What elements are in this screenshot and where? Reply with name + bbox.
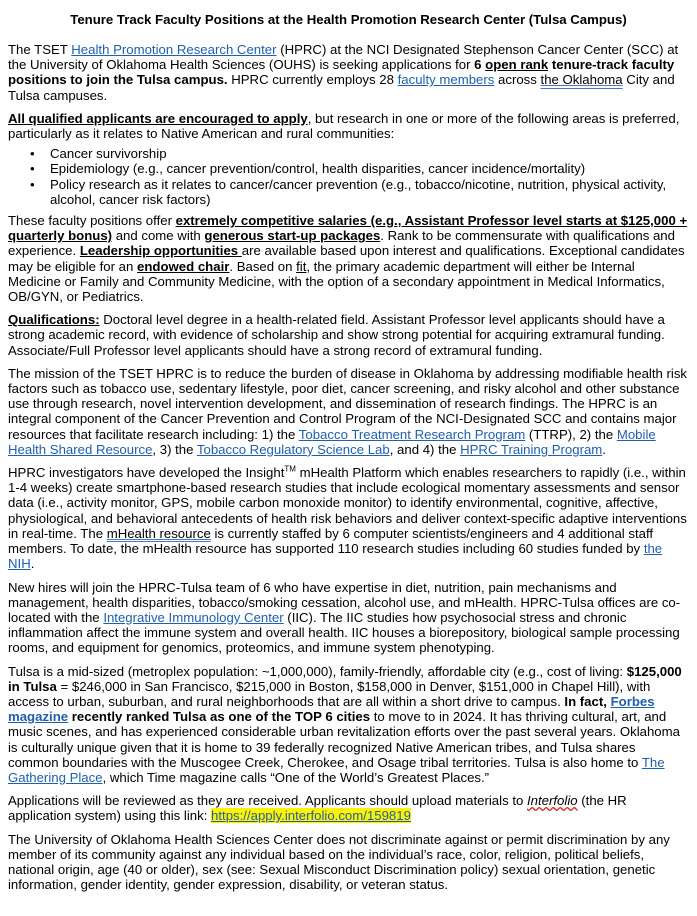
intro-paragraph: The TSET Health Promotion Research Center (HPRC) at the NCI Designated Stephenson Cancer Center (SCC) at the University of Oklahoma Health Sciences (OUHS) is seeking applications for 6 open rank tenure-track faculty positions to join the Tulsa campus. HPRC currently employs 28 faculty members across the Oklahoma City and Tulsa campuses. bbox=[8, 42, 679, 103]
qualifications-paragraph: Qualifications: Doctoral level degree in a health-related field. Assistant Professor level applicants should have a strong academic record, with evidence of scholarship and show strong potential for acquiring extramural funding. Associate/Full Professor level applicants should have a strong record of extramural funding. bbox=[8, 312, 665, 358]
nondiscrimination-paragraph: The University of Oklahoma Health Sciences Center does not discriminate against or permit discrimination by any member of its community against any individual based on the individual’s race, color, religion, political beliefs, national origin, age (40 or older), sex (see: Sexual Misconduct Discrimination policy) sexual orientation, genetic information, gender identity, gender expression, disability, or veteran status. bbox=[8, 831, 670, 893]
compensation-paragraph: These faculty positions offer extremely competitive salaries (e.g., Assistant Professor level starts at $125,000 + quarterly bonus) and come with generous start-up packages. Rank to be commensurate with qualifications and experience. Leadership opportunities are available based upon interest and qualifications. Exceptional candidates may be eligible for an endowed chair. Based on fit, the primary academic department will either be Internal Medicine or Family and Community Medicine, with the option of a secondary appointment in Medical Informatics, OB/GYN, or Pediatrics. bbox=[8, 213, 688, 305]
gathering-place-link[interactable]: The Gathering Place bbox=[8, 754, 665, 785]
mission-paragraph: The mission of the TSET HPRC is to reduce the burden of disease in Oklahoma by addressing modifiable health risk factors such as tobacco use, sedentary lifestyle, poor diet, cancer screening, and risky alcohol and other substance use through research, novel intervention development, and dissemination of research findings. The HPRC is an integral component of the Cancer Prevention and Control Program of the NCI-Designated SCC and contains major resources that facilitate research including: 1) the Tobacco Treatment Research Program (TTRP), 2) the Mobile Health Shared Resource, 3) the Tobacco Regulatory Science Lab, and 4) the HPRC Training Program. bbox=[8, 365, 688, 457]
list-item: • Cancer survivorship bbox=[50, 146, 689, 161]
tobacco-lab-link[interactable]: Tobacco Regulatory Science Lab bbox=[196, 441, 390, 457]
list-item: • Policy research as it relates to cancer/cancer prevention (e.g., tobacco/nicotine, nutrition, physical activity, alcohol, cancer risk factors) bbox=[50, 177, 689, 207]
research-areas-intro: All qualified applicants are encouraged to apply, but research in one or more of the following areas is preferred, particularly as it relates to Native American and rural communities: bbox=[8, 110, 680, 142]
apply-link[interactable]: https://apply.interfolio.com/159819 bbox=[211, 808, 411, 824]
hprc-link[interactable]: Health Promotion Research Center bbox=[71, 42, 277, 57]
tulsa-team-paragraph: New hires will join the HPRC-Tulsa team of 6 who have expertise in diet, nutrition, pain mechanisms and management, health disparities, tobacco/smoking cessation, alcohol use, and mHealth. HPRC-Tulsa offices are co-located with the Integrative Immunology Center (IIC). The IIC studies how psychosocial stress and chronic inflammation affect the immune system and overall health. IIC houses a biorepository, biological sample processing rooms, and equipment for genomics, proteomics, and immune system phenotyping. bbox=[8, 579, 681, 656]
page-title: Tenure Track Faculty Positions at the Health Promotion Research Center (Tulsa Campus) bbox=[70, 12, 627, 27]
list-item: • Epidemiology (e.g., cancer prevention/control, health disparities, cancer incidence/mortality) bbox=[50, 161, 689, 176]
application-paragraph: Applications will be reviewed as they are received. Applicants should upload materials to Interfolio (the HR application system) using this link: https://apply.interfolio.com/159819 bbox=[8, 793, 627, 824]
iic-link[interactable]: Integrative Immunology Center bbox=[103, 609, 284, 625]
research-areas-list bbox=[8, 146, 689, 207]
mhealth-paragraph: HPRC investigators have developed the Insight™ mHealth Platform which enables researchers to rapidly (i.e., within 1-4 weeks) create smartphone-based research studies that include ecological momentary assessments and sensor data (i.e., activity monitor, GPS, mobile carbon monoxide monitor) to identify environmental, cognitive, affective, physiological, and behavioral antecedents of health risk behaviors and deliver context-specific adaptive interventions in real-time. The mHealth resource is currently staffed by 6 computer scientists/engineers and 4 additional staff members. To date, the mHealth resource has supported 110 research studies including 60 studies funded by the NIH. bbox=[8, 464, 687, 572]
forbes-link[interactable]: Forbes magazine bbox=[8, 693, 655, 725]
faculty-members-link[interactable]: faculty members bbox=[397, 72, 495, 88]
ttrp-link[interactable]: Tobacco Treatment Research Program bbox=[298, 426, 526, 442]
nih-link[interactable]: the NIH bbox=[8, 541, 663, 572]
training-program-link[interactable]: HPRC Training Program bbox=[460, 441, 603, 457]
mobile-health-link[interactable]: Mobile Health Shared Resource bbox=[8, 426, 656, 457]
tulsa-city-paragraph: Tulsa is a mid-sized (metroplex population: ~1,000,000), family-friendly, affordable city (e.g., cost of living: $125,000 in Tulsa = $246,000 in San Francisco, $215,000 in Boston, $158,000 in Denver, $151,000 in Chapel Hill), with access to urban, suburban, and rural neighborhoods that are all within a short drive to campus. In fact, Forbes magazine recently ranked Tulsa as one of the TOP 6 cities to move to in 2024. It has thriving cultural, art, and music scenes, and has experienced considerable urban revitalization efforts over the past several years. Oklahoma is culturally unique given that it is home to 39 federally recognized Native American tribes, and Tulsa shares common boundaries with the Muscogee Creek, Cherokee, and Osage tribal territories. Tulsa is also home to The Gathering Place, which Time magazine calls “One of the World’s Greatest Places.” bbox=[8, 663, 682, 785]
